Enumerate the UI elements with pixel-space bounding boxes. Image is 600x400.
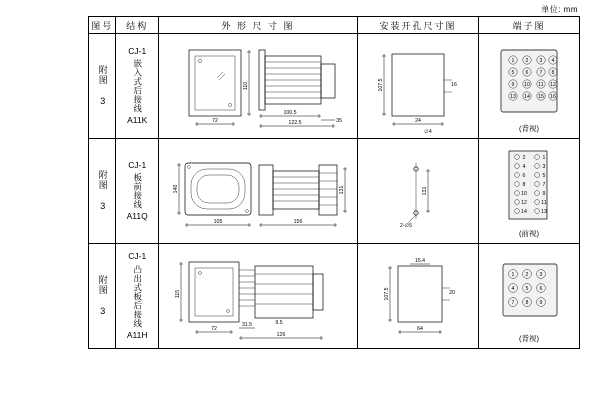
svg-text:7: 7 (511, 300, 515, 306)
dim-131: 131 (421, 186, 428, 196)
svg-text:5: 5 (511, 70, 515, 76)
svg-text:3: 3 (539, 272, 543, 278)
dim-107-5: 107.5 (383, 287, 390, 301)
svg-text:5: 5 (525, 286, 529, 292)
dim-110: 110 (242, 81, 249, 91)
structure-code: CJ-1 (128, 45, 147, 56)
structure-model: A11H (126, 329, 148, 340)
cell-mount-3 (357, 244, 478, 349)
dim-35: 35 (336, 118, 342, 124)
svg-text:9: 9 (539, 300, 543, 306)
dim-72: 72 (212, 118, 218, 124)
svg-text:9: 9 (511, 82, 515, 88)
cell-outline-1 (158, 34, 357, 139)
svg-text:8: 8 (525, 300, 529, 306)
cell-terminal-2 (478, 139, 579, 244)
svg-text:2: 2 (525, 58, 529, 64)
structure-model: A11K (127, 115, 148, 125)
svg-text:7: 7 (539, 70, 543, 76)
cell-fig-no-3 (89, 244, 116, 349)
svg-text:12: 12 (521, 200, 527, 206)
svg-text:3: 3 (542, 164, 546, 170)
dim-72: 72 (211, 326, 217, 332)
fig-no-label: 附图 3 (97, 65, 108, 107)
cell-structure-1 (116, 34, 159, 139)
header-mount: 安装开孔尺寸图 (357, 17, 478, 34)
structure-desc: 板前接线 (132, 173, 143, 209)
cell-structure-3 (116, 244, 159, 349)
dim-64: 64 (417, 326, 423, 332)
dim-156: 156 (293, 219, 303, 225)
mount-drawing-1 (358, 34, 478, 138)
spec-table (88, 16, 580, 349)
dim-15-4: 15.4 (414, 258, 426, 264)
svg-text:13: 13 (541, 209, 547, 215)
structure-model: A11Q (126, 211, 148, 221)
outline-drawing-1 (159, 34, 357, 138)
svg-text:1: 1 (511, 272, 515, 278)
header-structure: 结构 (116, 17, 159, 34)
dim-122-5: 122.5 (288, 120, 302, 126)
header-outline: 外 形 尺 寸 图 (158, 17, 357, 34)
structure-code: CJ-1 (128, 251, 147, 262)
dim-105: 105 (213, 219, 223, 225)
svg-text:4: 4 (551, 58, 555, 64)
svg-text:1: 1 (542, 155, 546, 161)
svg-text:6: 6 (522, 173, 526, 179)
dim-20: 20 (449, 290, 455, 296)
svg-text:10: 10 (521, 191, 527, 197)
dim-9-5: 9.5 (275, 320, 283, 326)
svg-text:6: 6 (539, 286, 543, 292)
outline-drawing-2 (159, 139, 357, 243)
svg-text:8: 8 (551, 70, 555, 76)
table-row (89, 244, 580, 349)
mount-drawing-3 (358, 244, 478, 348)
unit-note: 单位: mm (541, 5, 578, 14)
svg-text:5: 5 (542, 173, 546, 179)
svg-text:3: 3 (539, 58, 543, 64)
table-row (89, 139, 580, 244)
svg-text:11: 11 (538, 82, 544, 88)
svg-text:9: 9 (542, 191, 546, 197)
svg-text:6: 6 (525, 70, 529, 76)
cell-mount-1 (357, 34, 478, 139)
dim-131: 131 (338, 185, 345, 195)
structure-desc: 嵌入式后接线 (132, 59, 143, 113)
terminal-caption: (背视) (518, 124, 539, 133)
svg-text:4: 4 (511, 286, 515, 292)
terminal-caption: (背视) (518, 334, 539, 343)
outline-drawing-3 (159, 244, 357, 348)
dim-115: 115 (174, 289, 181, 299)
svg-text:8: 8 (522, 182, 526, 188)
fig-no-label: 附图 3 (97, 170, 108, 212)
fig-no-label: 附图 3 (97, 275, 108, 317)
dim-31-5: 31.5 (241, 322, 253, 328)
svg-text:13: 13 (510, 94, 516, 100)
dim-107-5: 107.5 (377, 78, 384, 92)
svg-text:4: 4 (522, 164, 526, 170)
cell-terminal-1 (478, 34, 579, 139)
table-header-row (89, 17, 580, 34)
dim-140: 140 (172, 184, 179, 194)
svg-text:16: 16 (550, 94, 556, 100)
terminal-caption: (前视) (518, 229, 539, 238)
structure-desc: 凸出式板后接线 (132, 264, 143, 328)
svg-text:7: 7 (542, 182, 546, 188)
mount-drawing-2 (358, 139, 478, 243)
table-row (89, 34, 580, 139)
header-terminal: 端子图 (478, 17, 579, 34)
svg-text:14: 14 (521, 209, 527, 215)
structure-code: CJ-1 (128, 159, 147, 170)
svg-text:12: 12 (550, 82, 556, 88)
dim-24: 24 (415, 118, 421, 124)
svg-text:2: 2 (522, 155, 526, 161)
cell-fig-no-1 (89, 34, 116, 139)
dim-16: 16 (451, 82, 457, 88)
dim-126: 126 (276, 332, 286, 338)
svg-text:10: 10 (524, 82, 530, 88)
svg-text:2: 2 (525, 272, 529, 278)
cell-structure-2 (116, 139, 159, 244)
dim-2-d5: 2-∅5 (399, 223, 412, 229)
cell-outline-2 (158, 139, 357, 244)
svg-text:11: 11 (541, 200, 547, 206)
svg-text:1: 1 (511, 58, 515, 64)
dim-100-5: 100.5 (283, 110, 297, 116)
header-fig-no: 图号 (89, 17, 116, 34)
cell-mount-2 (357, 139, 478, 244)
cell-fig-no-2 (89, 139, 116, 244)
svg-text:15: 15 (538, 94, 544, 100)
cell-outline-3 (158, 244, 357, 349)
svg-text:14: 14 (524, 94, 530, 100)
dim-d4: ∅4 (424, 129, 432, 135)
cell-terminal-3 (478, 244, 579, 349)
